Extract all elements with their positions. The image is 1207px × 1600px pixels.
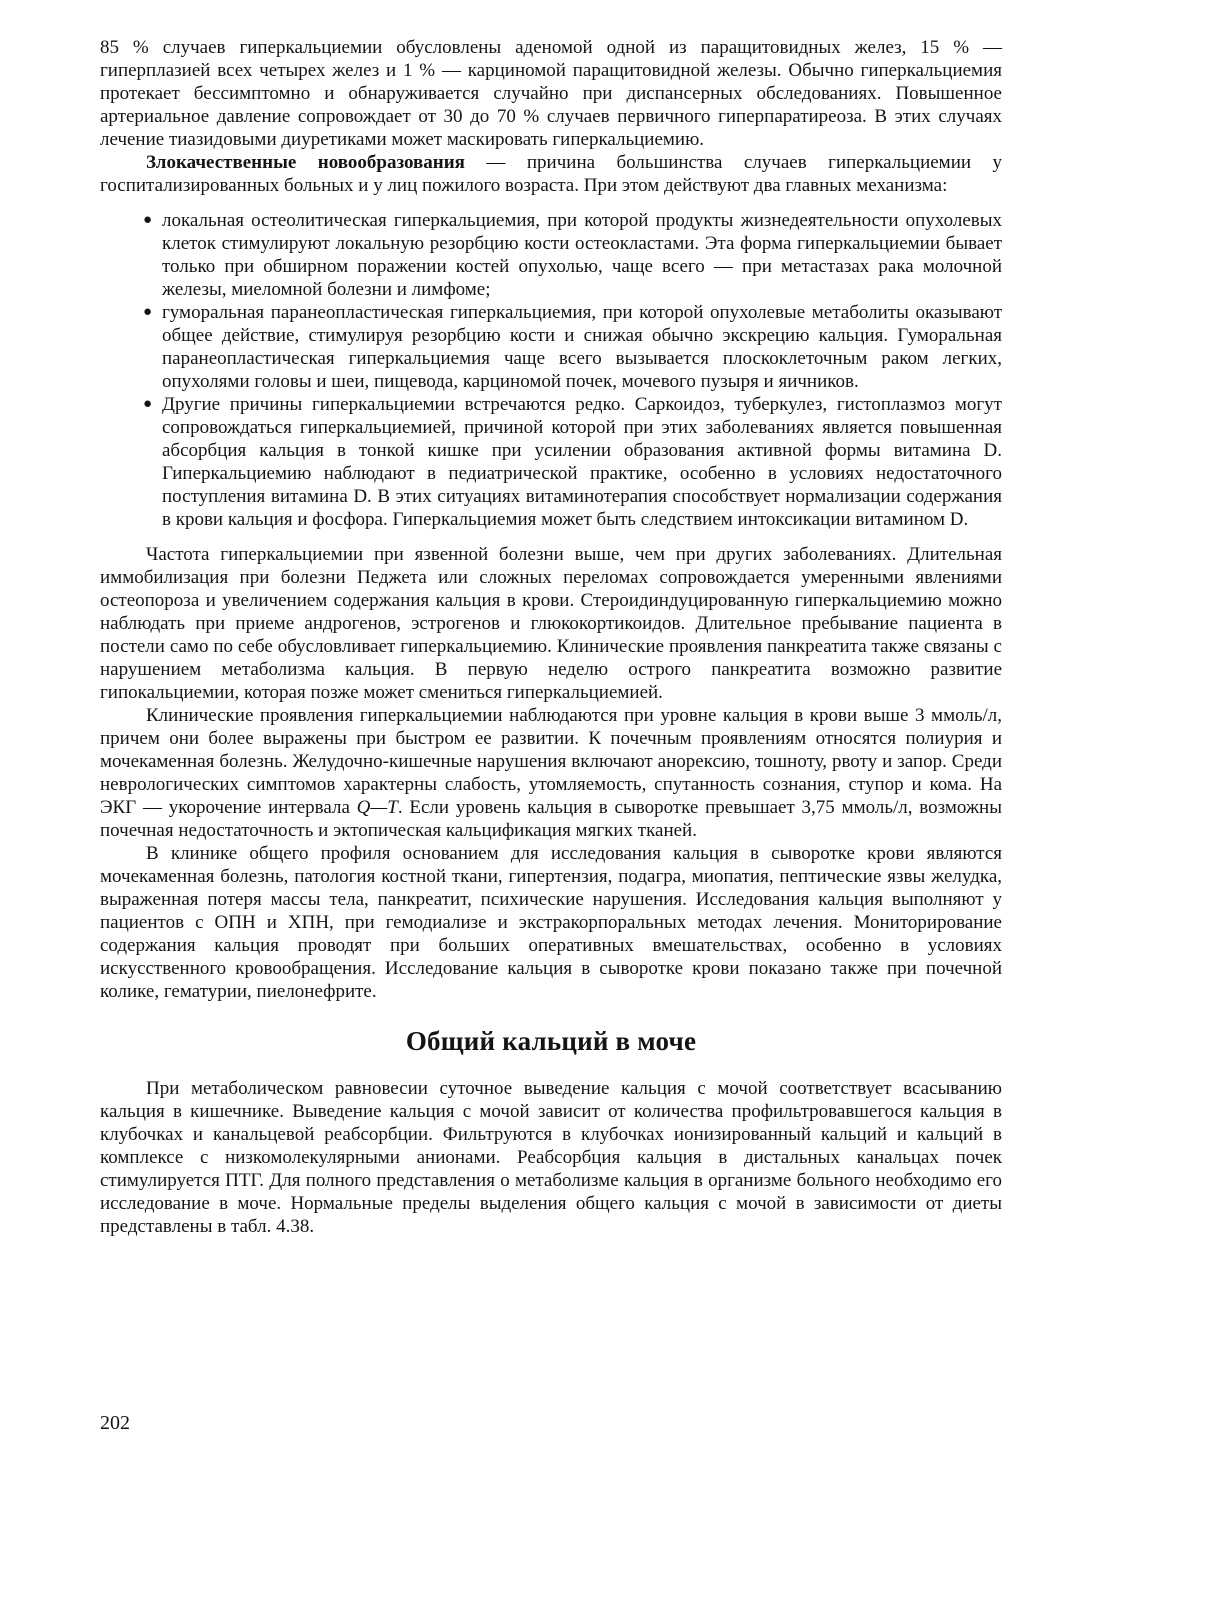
list-item-text: гуморальная паранеопластическая гиперкальциемия, при которой опухолевые метаболиты оказывают общее действие, стимулируя резорбцию кости и снижая обычно экскрецию кальция. Гуморальная паранеопластическая гиперкальциемия чаще всего вызывается плоскоклеточным раком легких, опухолями головы и шеи, пищевода, карциномой почек, мочевого пузыря и яичников. (162, 302, 1002, 392)
list-item (143, 209, 1002, 301)
malignant-lead-term: Злокачественные новообразования (146, 152, 465, 173)
list-item (143, 301, 1002, 393)
page-number: 202 (100, 1412, 130, 1434)
bullet-icon: ● (143, 396, 153, 412)
bullet-icon: ● (143, 212, 153, 228)
qt-interval-term: Q—T (356, 797, 398, 818)
paragraph-clinical (100, 704, 1002, 842)
list-item (143, 393, 1002, 531)
clinical-text-part2: . Если уровень кальция в сыворотке превышает 3,75 ммоль/л, возможны почечная недостаточность и эктопическая кальцификация мягких тканей. (100, 797, 1002, 841)
bullet-icon: ● (143, 304, 153, 320)
paragraph-frequency: Частота гиперкальциемии при язвенной болезни выше, чем при других заболеваниях. Длительная иммобилизация при болезни Педжета или сложных переломах сопровождается умеренными явлениями остеопороза и увеличением содержания кальция в крови. Стероидиндуцированную гиперкальциемию можно наблюдать при приеме андрогенов, эстрогенов и глюкокортикоидов. Длительное пребывание пациента в постели само по себе обусловливает гиперкальциемию. Клинические проявления панкреатита также связаны с нарушением метаболизма кальция. В первую неделю острого панкреатита возможно развитие гипокальциемии, которая позже может смениться гиперкальциемией. (100, 544, 1002, 703)
clinical-text-part1: Клинические проявления гиперкальциемии наблюдаются при уровне кальция в крови выше 3 ммоль/л, причем они более выражены при быстром ее развитии. К почечным проявлениям относятся полиурия и мочекаменная болезнь. Желудочно-кишечные нарушения включают анорексию, тошноту, рвоту и запор. Среди неврологических симптомов характерны слабость, утомляемость, спутанность сознания, ступор и кома. На ЭКГ — укорочение интервала (100, 705, 1002, 818)
list-item-text: Другие причины гиперкальциемии встречаются редко. Саркоидоз, туберкулез, гистоплазмоз могут сопровождаться гиперкальциемией, причиной которой при этих заболеваниях является повышенная абсорбция кальция в тонкой кишке при усилении образования активной формы витамина D. Гиперкальциемию наблюдают в педиатрической практике, особенно в условиях недостаточного поступления витамина D. В этих ситуациях витаминотерапия способствует нормализации содержания в крови кальция и фосфора. Гиперкальциемия может быть следствием интоксикации витамином D. (162, 394, 1002, 530)
section-title: Общий кальций в моче (405, 1026, 697, 1056)
mechanism-list (100, 209, 1002, 531)
paragraph-urine: При метаболическом равновесии суточное выведение кальция с мочой соответствует всасыванию кальция в кишечнике. Выведение кальция с мочой зависит от количества профильтровавшегося кальция в клубочках и канальцевой реабсорбции. Фильтруются в клубочках ионизированный кальций и кальций в комплексе с низкомолекулярными анионами. Реабсорбция кальция в дистальных канальцах почек стимулируется ПТГ. Для полного представления о метаболизме кальция в организме больного необходимо его исследование в моче. Нормальные пределы выделения общего кальция с мочой в зависимости от диеты представлены в табл. 4.38. (100, 1078, 1002, 1237)
paragraph-intro: 85 % случаев гиперкальциемии обусловлены аденомой одной из паращитовидных желез, 15 % — гиперплазией всех четырех желез и 1 % — карциномой паращитовидной железы. Обычно гиперкальциемия протекает бессимптомно и обнаруживается случайно при диспансерных обследованиях. Повышенное артериальное давление сопровождает от 30 до 70 % случаев первичного гиперпаратиреоза. В этих случаях лечение тиазидовыми диуретиками может маскировать гиперкальциемию. (100, 37, 1002, 150)
paragraph-malignant (100, 151, 1002, 197)
page-body (100, 36, 1002, 1238)
malignant-text: — причина большинства случаев гиперкальциемии у госпитализированных больных и у лиц пожилого возраста. При этом действуют два главных механизма: (100, 152, 1002, 196)
paragraph-indications: В клинике общего профиля основанием для исследования кальция в сыворотке крови являются мочекаменная болезнь, патология костной ткани, гипертензия, подагра, миопатия, пептические язвы желудка, выраженная потеря массы тела, панкреатит, психические нарушения. Исследования кальция выполняют у пациентов с ОПН и ХПН, при гемодиализе и экстракорпоральных методах лечения. Мониторирование содержания кальция проводят при больших оперативных вмешательствах, особенно в условиях искусственного кровообращения. Исследование кальция в сыворотке крови показано также при почечной колике, гематурии, пиелонефрите. (100, 843, 1002, 1002)
list-item-text: локальная остеолитическая гиперкальциемия, при которой продукты жизнедеятельности опухолевых клеток стимулируют локальную резорбцию кости остеокластами. Эта форма гиперкальциемии бывает только при обширном поражении костей опухолью, чаще всего — при метастазах рака молочной железы, миеломной болезни и лимфоме; (162, 210, 1002, 300)
